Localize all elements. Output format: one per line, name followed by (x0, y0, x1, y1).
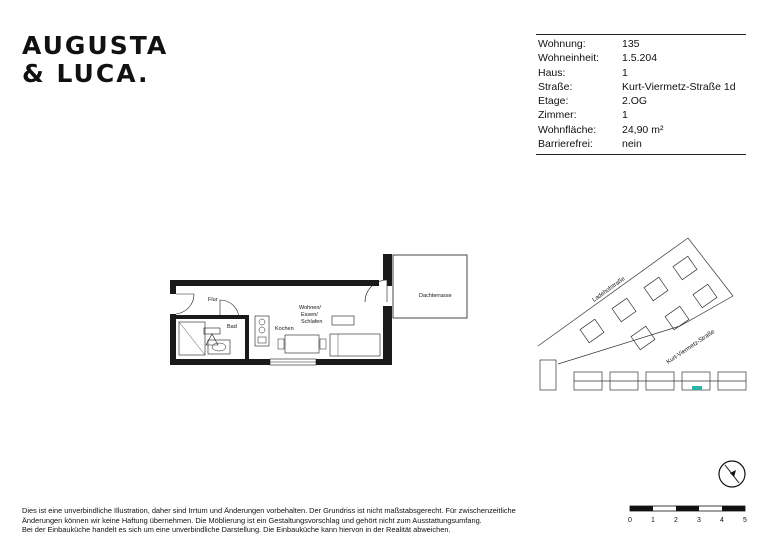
info-value: 1 (622, 66, 628, 79)
desk (332, 316, 354, 325)
info-value: 2.OG (622, 95, 648, 108)
wall-right (383, 306, 392, 365)
disclaimer (22, 506, 582, 535)
building (673, 256, 697, 279)
north-arrow-icon (716, 458, 748, 490)
wc-tank (204, 328, 220, 334)
info-row-wohnung (536, 37, 746, 51)
building (644, 277, 668, 300)
building (631, 326, 655, 349)
disclaimer-line-3: Bei der Einbauküche handelt es sich um eine unverbindliche Darstellung. Die Einbauküche kann hiervon in der Realität abweichen. (22, 525, 451, 535)
wall-bath-top (176, 315, 249, 319)
scale-bar (624, 502, 754, 528)
scale-tick-label: 1 (651, 517, 655, 524)
cooktop-ring (259, 327, 265, 333)
wall-bath-right (245, 315, 249, 359)
scale-tick-label: 0 (628, 517, 632, 524)
info-label: Wohneinheit: (538, 52, 600, 65)
building (693, 284, 717, 307)
scale-bar-segment (630, 506, 653, 511)
chair (320, 339, 326, 349)
room-label-bad: Bad (227, 324, 237, 330)
logo-line-2: & LUCA. (22, 59, 150, 88)
info-row-wohneinheit (536, 51, 746, 65)
apartment-highlight (692, 386, 702, 390)
entry-door-swing (176, 294, 194, 314)
wall-left-lower (170, 314, 176, 365)
scale-tick-label: 4 (720, 517, 724, 524)
kitchen-counter (255, 316, 269, 346)
info-row-haus (536, 66, 746, 80)
info-label: Zimmer: (538, 109, 577, 122)
compass-arrowhead (730, 470, 736, 477)
scale-tick-label: 2 (674, 517, 678, 524)
building (580, 319, 604, 342)
info-label: Haus: (538, 66, 566, 79)
info-value: 1.5.204 (622, 52, 658, 65)
disclaimer-line-1: Dies ist eine unverbindliche Illustration, daher sind Irrtum und Änderungen vorbehalten. Der Grundriss ist nicht maßstabsgerecht. Für zwischenzeitliche (22, 506, 516, 515)
room-label-flur: Flur (208, 297, 218, 303)
washbasin (208, 340, 230, 354)
site-building-row (540, 360, 746, 390)
viermetz-road-edge (558, 296, 733, 364)
terrace-outline (393, 255, 467, 318)
room-label-dachterrasse: Dachterrasse (419, 293, 452, 299)
washbasin-bowl (212, 343, 226, 351)
info-label: Barrierefrei: (538, 138, 593, 151)
scale-bar-segment (722, 506, 745, 511)
info-row-etage (536, 94, 746, 108)
info-value: Kurt-Viermetz-Straße 1d (622, 80, 736, 93)
scale-bar-segment (676, 506, 699, 511)
room-label-wohnen-2: Essen/ (301, 312, 318, 318)
building (612, 298, 636, 321)
site-plan (528, 226, 750, 406)
room-label-kochen: Kochen (275, 326, 294, 332)
dining-table (285, 335, 319, 353)
floor-plan (160, 250, 480, 375)
scale-tick-label: 3 (697, 517, 701, 524)
brand-logo (22, 32, 168, 88)
info-value: 1 (622, 109, 628, 122)
street-label-ladehof: Ladehofstraße (591, 276, 627, 304)
wall-top (170, 280, 392, 286)
street-label-viermetz: Kurt-Viermetz-Straße (665, 329, 717, 366)
kitchen-sink (258, 337, 266, 343)
info-row-strasse (536, 80, 746, 94)
info-row-barrierefrei (536, 137, 746, 151)
disclaimer-line-2: Änderungen können wir keine Haftung übernehmen. Die Möblierung ist ein Gestaltungsvorschlag und gehört nicht zum Ausstattungsumfang. (22, 515, 482, 525)
apartment-info-table (536, 34, 746, 155)
building-block (540, 360, 556, 390)
room-label-wohnen-1: Wohnen/ (299, 305, 321, 311)
info-label: Wohnung: (538, 38, 586, 50)
info-label: Wohnfläche: (538, 123, 597, 136)
site-east-edge (688, 238, 733, 296)
chair (278, 339, 284, 349)
info-label: Straße: (538, 80, 573, 93)
info-row-zimmer (536, 108, 746, 122)
bed (330, 334, 380, 356)
room-label-wohnen-3: Schlafen (301, 319, 323, 325)
cooktop-ring (259, 319, 265, 325)
logo-line-1: AUGUSTA (22, 31, 169, 60)
info-value: 135 (622, 38, 640, 50)
info-value: 24,90 m² (622, 123, 664, 136)
scale-tick-label: 5 (743, 517, 747, 524)
info-row-wohnflaeche (536, 123, 746, 137)
wall-left-upper (170, 280, 176, 294)
shower-diagonal (179, 322, 205, 355)
wall-parapet (383, 254, 392, 280)
info-value: nein (622, 138, 642, 151)
building (665, 306, 689, 329)
info-label: Etage: (538, 95, 569, 108)
